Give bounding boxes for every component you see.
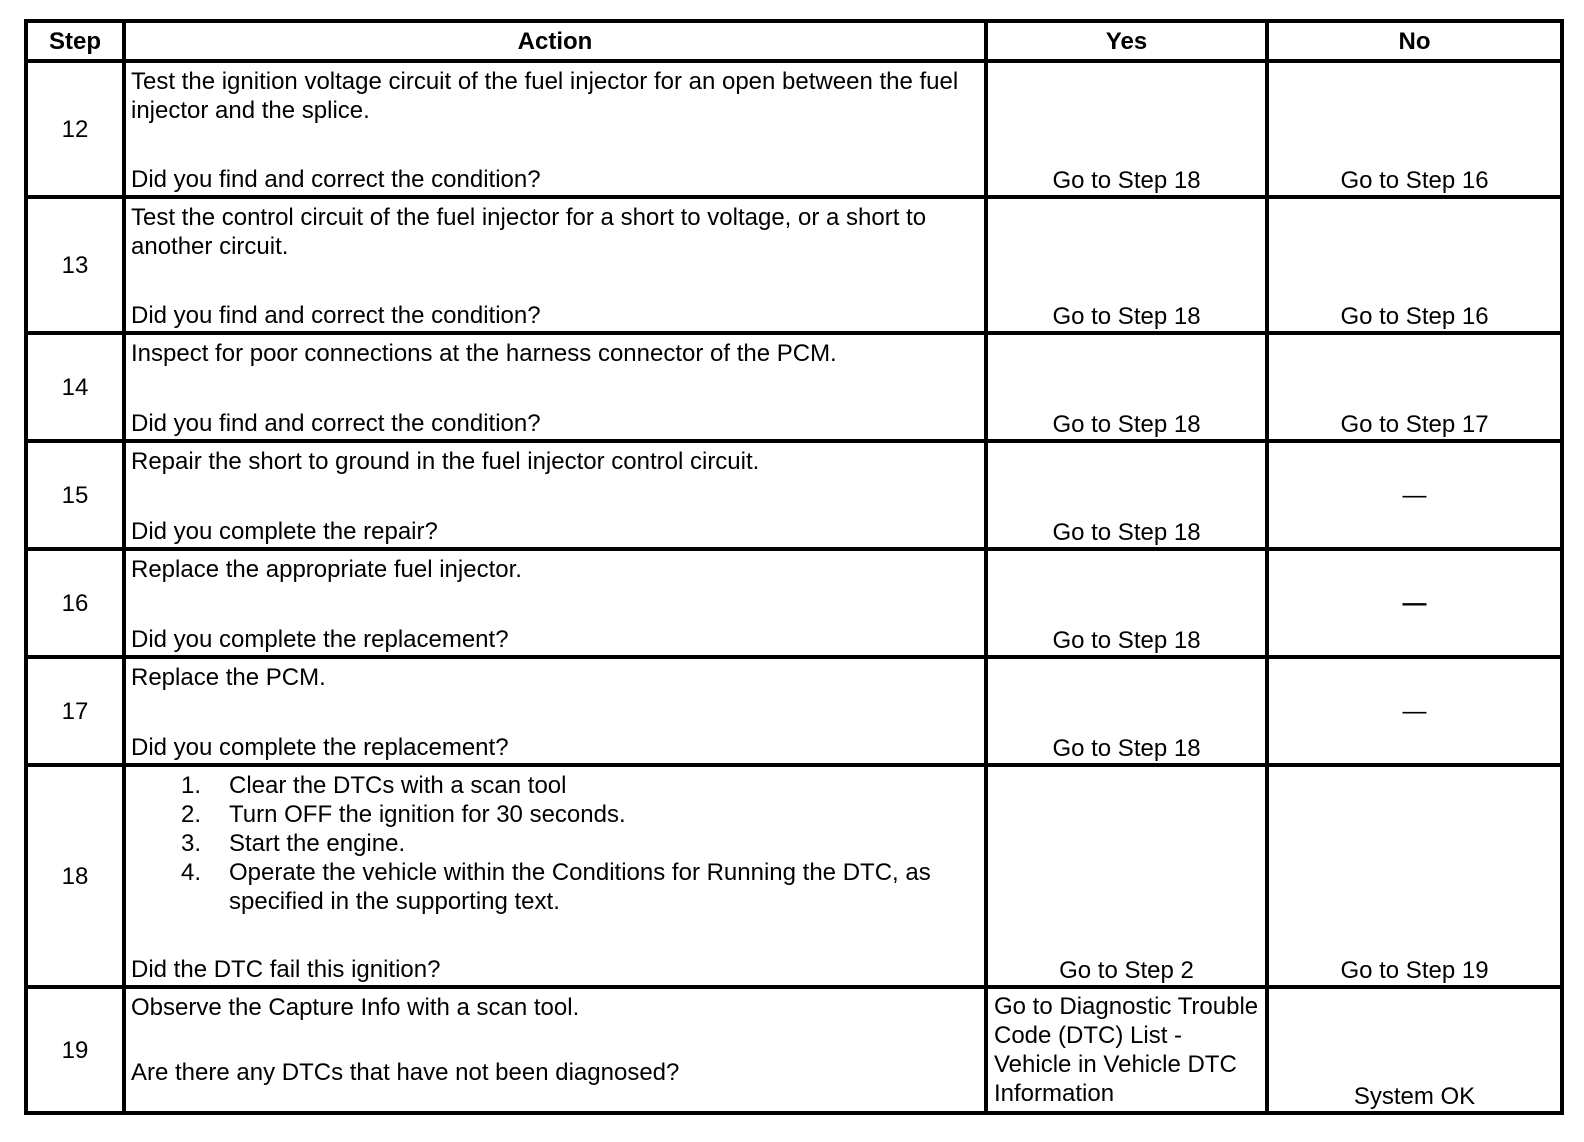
list-item-number: 1. (180, 772, 201, 799)
yes-result: Go to Step 18 (986, 549, 1267, 657)
question-text: Did you find and correct the condition? (131, 410, 541, 437)
action-cell (124, 549, 986, 657)
question-text: Did you find and correct the condition? (131, 166, 541, 193)
list-item-text: Turn OFF the ignition for 30 seconds. (229, 801, 626, 828)
question-text: Are there any DTCs that have not been diagnosed? (131, 1059, 680, 1086)
question-text: Did you find and correct the condition? (131, 302, 541, 329)
table-row (26, 549, 1562, 657)
step-number: 15 (26, 441, 124, 549)
header-step: Step (26, 21, 124, 61)
yes-result: Go to Step 18 (986, 657, 1267, 765)
action-cell (124, 197, 986, 333)
action-cell (124, 765, 986, 987)
yes-result: Go to Step 18 (986, 441, 1267, 549)
no-result: Go to Step 17 (1267, 333, 1562, 441)
list-item-number: 2. (180, 801, 201, 828)
table-row (26, 441, 1562, 549)
yes-result: Go to Step 2 (986, 765, 1267, 987)
diagnostic-table (24, 19, 1564, 1115)
header-action: Action (124, 21, 986, 61)
list-item-number: 4. (180, 859, 201, 886)
question-text: Did you complete the replacement? (131, 734, 509, 761)
no-result: System OK (1267, 987, 1562, 1113)
table-row (26, 765, 1562, 987)
no-result: — (1267, 549, 1562, 657)
step-number: 17 (26, 657, 124, 765)
yes-result: Go to Diagnostic Trouble Code (DTC) List - Vehicle in Vehicle DTC Information (986, 987, 1267, 1113)
action-text: Replace the PCM. (131, 664, 326, 691)
action-text: Test the control circuit of the fuel injector for a short to voltage, or a short to another circuit. (131, 204, 927, 260)
list-item-text: Operate the vehicle within the Conditions for Running the DTC, as specified in the supporting text. (229, 859, 931, 915)
no-result: Go to Step 16 (1267, 197, 1562, 333)
list-item (131, 800, 978, 829)
step-number: 16 (26, 549, 124, 657)
procedure-list (131, 771, 978, 916)
no-result: — (1267, 441, 1562, 549)
no-result: — (1267, 657, 1562, 765)
step-number: 18 (26, 765, 124, 987)
no-result: Go to Step 19 (1267, 765, 1562, 987)
header-yes: Yes (986, 21, 1267, 61)
list-item (131, 829, 978, 858)
header-no: No (1267, 21, 1562, 61)
question-text: Did the DTC fail this ignition? (131, 956, 441, 983)
table-row (26, 987, 1562, 1113)
table-row (26, 657, 1562, 765)
question-text: Did you complete the repair? (131, 518, 438, 545)
list-item (131, 771, 978, 800)
table-row (26, 61, 1562, 197)
action-text: Repair the short to ground in the fuel injector control circuit. (131, 448, 760, 475)
list-item-text: Clear the DTCs with a scan tool (229, 772, 567, 799)
action-text: Observe the Capture Info with a scan tool. (131, 994, 580, 1021)
action-cell (124, 333, 986, 441)
action-cell (124, 441, 986, 549)
action-cell (124, 987, 986, 1113)
question-text: Did you complete the replacement? (131, 626, 509, 653)
table-row (26, 197, 1562, 333)
yes-result: Go to Step 18 (986, 197, 1267, 333)
table-row (26, 333, 1562, 441)
action-text: Inspect for poor connections at the harness connector of the PCM. (131, 340, 837, 367)
action-text: Test the ignition voltage circuit of the fuel injector for an open between the fuel injector and the splice. (131, 68, 959, 124)
no-result: Go to Step 16 (1267, 61, 1562, 197)
step-number: 13 (26, 197, 124, 333)
yes-result: Go to Step 18 (986, 333, 1267, 441)
header-row (26, 21, 1562, 61)
action-cell (124, 657, 986, 765)
step-number: 19 (26, 987, 124, 1113)
list-item (131, 858, 978, 916)
action-cell (124, 61, 986, 197)
action-text: Replace the appropriate fuel injector. (131, 556, 522, 583)
list-item-number: 3. (180, 830, 201, 857)
yes-result: Go to Step 18 (986, 61, 1267, 197)
step-number: 12 (26, 61, 124, 197)
list-item-text: Start the engine. (229, 830, 406, 857)
step-number: 14 (26, 333, 124, 441)
